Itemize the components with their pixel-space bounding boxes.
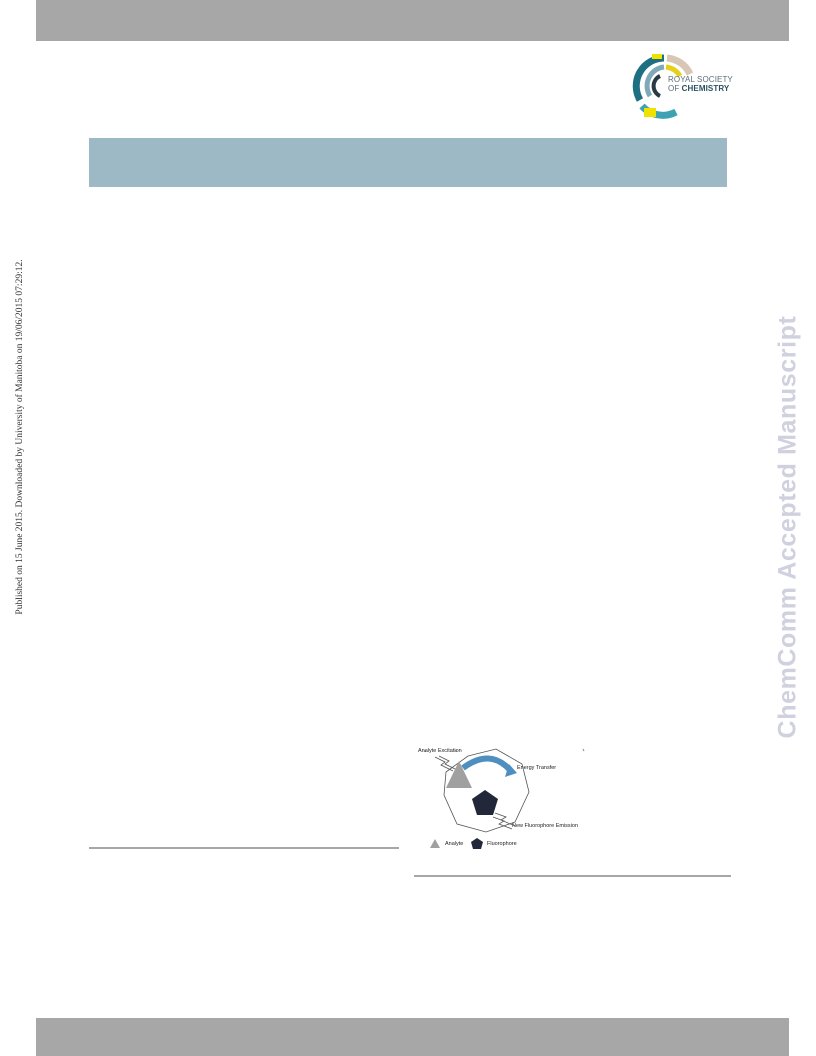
publication-note — [14, 241, 26, 633]
legend-analyte-icon — [430, 839, 440, 848]
legend-analyte-label: Analyte — [445, 841, 464, 847]
rsc-logo-text: ROYAL SOCIETY OF CHEMISTRY — [668, 75, 733, 93]
footer-bar — [36, 1018, 789, 1056]
toc-graphic — [405, 740, 605, 855]
right-column-rule — [414, 875, 731, 877]
lightning-icon-excitation — [435, 756, 457, 771]
analyte-excitation-label: Analyte Excitation — [418, 748, 462, 754]
watermark-text: ChemComm Accepted Manuscript — [773, 315, 802, 739]
rsc-logo — [630, 52, 740, 120]
publication-note-text: Published on 15 June 2015. Downloaded by University of Manitoba on 19/06/2015 07:29:12. — [15, 259, 25, 615]
legend-fluorophore-icon — [471, 838, 483, 849]
left-column-rule — [89, 847, 399, 849]
energy-transfer-label: Energy Transfer — [517, 765, 557, 771]
accepted-manuscript-watermark — [772, 268, 804, 786]
title-band — [89, 138, 727, 187]
legend-fluorophore-label: Fluorophore — [487, 841, 517, 847]
header-bar — [36, 0, 789, 41]
new-fluorophore-emission-label: New Fluorophore Emission — [512, 823, 579, 829]
